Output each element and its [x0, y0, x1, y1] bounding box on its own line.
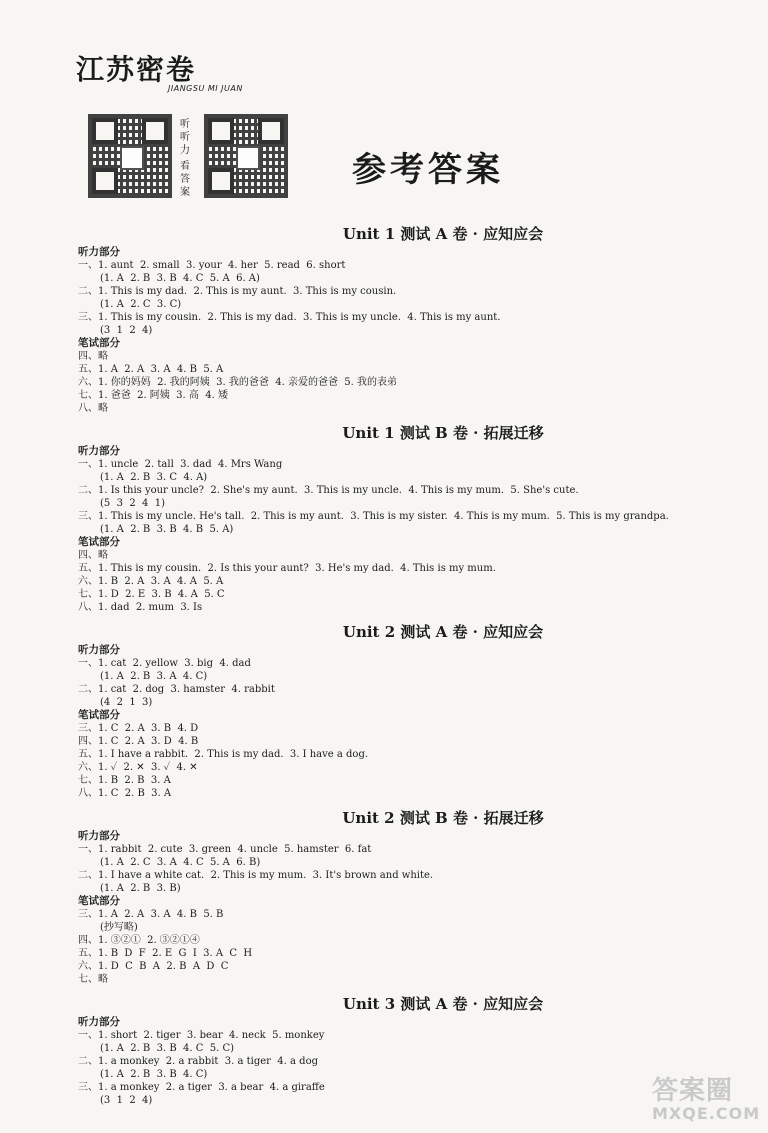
- answer-line: 四、略: [78, 550, 108, 561]
- part-heading: 听力部分: [78, 445, 120, 457]
- answer-key-line: (1. A 2. B 3. B 4. C): [100, 1069, 208, 1080]
- watermark-top: 答案圈: [652, 1076, 734, 1106]
- watermark-bottom: MXQE.COM: [652, 1104, 761, 1123]
- part-heading: 听力部分: [78, 1016, 120, 1028]
- answer-line: 三、1. a monkey 2. a tiger 3. a bear 4. a giraffe: [78, 1082, 325, 1093]
- answer-line: 六、1. 你的妈妈 2. 我的阿姨 3. 我的爸爸 4. 亲爱的爸爸 5. 我的表弟: [78, 377, 398, 388]
- answer-line: 四、1. C 2. A 3. D 4. B: [78, 736, 199, 747]
- part-heading: 笔试部分: [78, 536, 120, 548]
- answer-key-line: (3 1 2 4): [100, 1095, 153, 1106]
- answer-key-line: (1. A 2. C 3. C): [100, 299, 182, 310]
- part-heading: 听力部分: [78, 246, 120, 258]
- answer-line: 五、1. I have a rabbit. 2. This is my dad. 3. I have a dog.: [78, 749, 369, 760]
- answer-line: 二、1. a monkey 2. a rabbit 3. a tiger 4. a dog: [78, 1056, 318, 1067]
- answer-line: 三、1. A 2. A 3. A 4. B 5. B: [78, 909, 224, 920]
- answer-key-line: (1. A 2. B 3. B 4. C 5. C): [100, 1043, 235, 1054]
- answer-line: 一、1. aunt 2. small 3. your 4. her 5. read 6. short: [78, 260, 346, 271]
- answer-line: 四、1. ③②① 2. ③②①④: [78, 935, 200, 946]
- answer-line: 一、1. rabbit 2. cute 3. green 4. uncle 5. hamster 6. fat: [78, 844, 372, 855]
- answer-line: 八、1. dad 2. mum 3. Is: [78, 602, 203, 613]
- part-heading: 笔试部分: [78, 709, 120, 721]
- answer-line: 五、1. B D F 2. E G I 3. A C H: [78, 948, 253, 959]
- brand-logo: [76, 48, 243, 93]
- answer-line: 二、1. I have a white cat. 2. This is my mum. 3. It's brown and white.: [78, 870, 434, 881]
- part-heading: 听力部分: [78, 830, 120, 842]
- answer-line: 三、1. This is my cousin. 2. This is my dad. 3. This is my uncle. 4. This is my aunt.: [78, 312, 501, 323]
- part-heading: 笔试部分: [78, 337, 120, 349]
- answer-line: 七、略: [78, 974, 108, 985]
- section-title: Unit 2 测试 B 卷 · 拓展迁移: [342, 809, 544, 827]
- part-heading: 笔试部分: [78, 895, 120, 907]
- section-title: Unit 3 测试 A 卷 · 应知应会: [342, 995, 544, 1013]
- answer-line: 三、1. This is my uncle. He's tall. 2. This is my aunt. 3. This is my sister. 4. This is my mum. 5. This is my grandpa.: [78, 511, 669, 522]
- section-title: Unit 2 测试 A 卷 · 应知应会: [342, 623, 544, 641]
- answer-line: 七、1. 爸爸 2. 阿姨 3. 高 4. 矮: [78, 390, 228, 401]
- brand-subtitle: JIANGSU MI JUAN: [168, 84, 243, 93]
- answer-line: 七、1. B 2. B 3. A: [78, 775, 171, 786]
- answer-key-line: (3 1 2 4): [100, 325, 153, 336]
- section-title: Unit 1 测试 A 卷 · 应知应会: [342, 225, 544, 243]
- answer-line: 二、1. This is my dad. 2. This is my aunt. 3. This is my cousin.: [78, 286, 397, 297]
- answer-key-line: (1. A 2. B 3. A 4. C): [100, 671, 208, 682]
- page-title: 参考答案: [352, 150, 504, 190]
- answer-line: 五、1. This is my cousin. 2. Is this your aunt? 3. He's my dad. 4. This is my mum.: [78, 563, 496, 574]
- part-heading: 听力部分: [78, 644, 120, 656]
- answer-key-line: (1. A 2. B 3. B 4. C 5. A 6. A): [100, 273, 260, 284]
- answer-key-line: (4 2 1 3): [100, 697, 153, 708]
- answer-key-line: (5 3 2 4 1): [100, 498, 166, 509]
- watermark: [652, 1077, 762, 1129]
- answer-key-line: (1. A 2. B 3. B 4. B 5. A): [100, 524, 234, 535]
- answer-line: 八、略: [78, 403, 108, 414]
- answer-line: 五、1. A 2. A 3. A 4. B 5. A: [78, 364, 224, 375]
- section-title: Unit 1 测试 B 卷 · 拓展迁移: [342, 424, 544, 442]
- answer-line: 三、1. C 2. A 3. B 4. D: [78, 723, 199, 734]
- brand-title: 江苏密卷: [76, 53, 197, 86]
- answer-line: 一、1. uncle 2. tall 3. dad 4. Mrs Wang: [78, 459, 283, 470]
- answer-line: 六、1. D C B A 2. B A D C: [78, 961, 229, 972]
- answers-qr-caption: 看 答 案: [180, 161, 190, 198]
- answer-content: [78, 222, 748, 1107]
- answer-line: 二、1. cat 2. dog 3. hamster 4. rabbit: [78, 684, 275, 695]
- answer-key-line: (抄写略): [100, 922, 138, 933]
- answer-line: 六、1. ✓ 2. ✕ 3. ✓ 4. ✕: [78, 762, 198, 773]
- answers-qr-code[interactable]: [204, 114, 288, 198]
- answer-line: 四、略: [78, 351, 108, 362]
- answer-line: 六、1. B 2. A 3. A 4. A 5. A: [78, 576, 224, 587]
- answer-key-line: (1. A 2. B 3. C 4. A): [100, 472, 208, 483]
- listening-qr-caption: 听 听 力: [180, 119, 190, 156]
- answer-key-line: (1. A 2. B 3. B): [100, 883, 181, 894]
- answer-key-line: (1. A 2. C 3. A 4. C 5. A 6. B): [100, 857, 261, 868]
- listening-qr-code[interactable]: [88, 114, 172, 198]
- answer-line: 一、1. cat 2. yellow 3. big 4. dad: [78, 658, 251, 669]
- answer-line: 二、1. Is this your uncle? 2. She's my aunt. 3. This is my uncle. 4. This is my mum. 5. She's cute.: [78, 485, 579, 496]
- answer-line: 八、1. C 2. B 3. A: [78, 788, 172, 799]
- answer-line: 一、1. short 2. tiger 3. bear 4. neck 5. monkey: [78, 1030, 325, 1041]
- answer-line: 七、1. D 2. E 3. B 4. A 5. C: [78, 589, 225, 600]
